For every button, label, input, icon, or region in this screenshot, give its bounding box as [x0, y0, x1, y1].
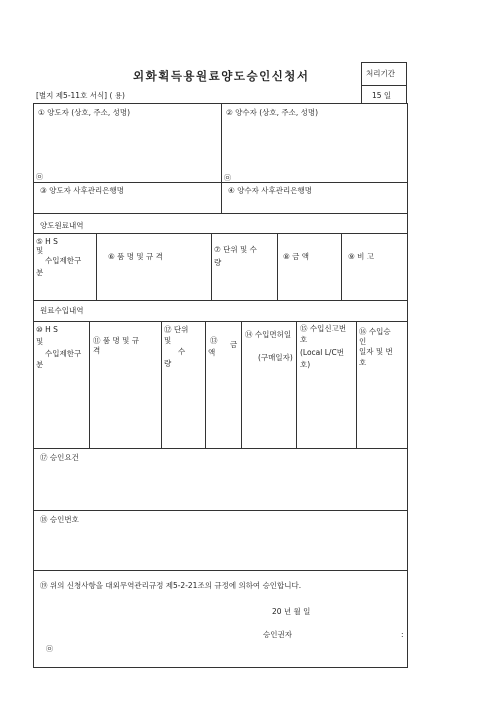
import-col-amount-2: 금	[230, 340, 238, 349]
processing-period-value: 15 일	[372, 91, 392, 100]
form-number: [별지 제5-11호 서식] ( 용)	[36, 91, 125, 100]
import-col-reg-4: 호)	[300, 360, 311, 369]
import-col-reg-2: 호	[300, 335, 308, 344]
import-col-reg-1: ⑮ 수입신고번	[300, 324, 347, 333]
import-col-hs-1: ⑩ H S	[36, 325, 58, 334]
transferee-label: ② 양수자 (상호, 주소, 성명)	[226, 108, 319, 117]
transfer-col-amount: ⑧ 금 액	[283, 252, 309, 261]
transfer-col-name: ⑥ 품 명 및 규 격	[108, 252, 163, 261]
import-col-amount-1: ⑬	[210, 336, 218, 345]
approval-number-label: ⑱ 승인번호	[40, 515, 79, 524]
transfer-col-unit-2: 량	[214, 258, 222, 267]
form-title: 외화획득용원료양도승인신청서	[133, 69, 310, 83]
processing-period-label: 처리기간	[366, 69, 395, 78]
transfer-col-remarks: ⑨ 비 고	[348, 252, 374, 261]
import-col-unit-2: 및	[164, 336, 172, 345]
approver-label: 승인권자	[263, 630, 292, 639]
transfer-col-hs-3: 수입제한구	[45, 256, 82, 265]
transfer-col-hs-2: 및	[36, 246, 44, 255]
seal-mark-transferee: ㉧	[224, 174, 231, 182]
import-col-unit-1: ⑫ 단위	[164, 325, 189, 334]
transfer-col-hs-1: ⑤ H S	[36, 237, 58, 246]
seal-mark-transferor: ㉧	[36, 173, 43, 181]
import-section-title: 원료수입내역	[40, 306, 84, 315]
import-col-hs-2: 및	[36, 337, 44, 346]
approver-colon: :	[401, 630, 404, 639]
import-col-approval-2: 인	[359, 337, 367, 346]
import-col-date-2: (구매일자)	[258, 353, 293, 362]
transferee-bank-label: ④ 양수자 사후관리은행명	[228, 186, 312, 195]
approval-conditions-label: ⑰ 승인요건	[40, 453, 79, 462]
approval-date-line: 20 년 월 일	[272, 607, 311, 616]
import-col-name-1: ⑪ 품 명 및 규	[93, 336, 140, 345]
import-col-hs-4: 분	[36, 360, 44, 369]
import-col-approval-3: 일자 및 번	[359, 347, 393, 356]
import-col-unit-3: 수	[178, 347, 186, 356]
import-col-approval-4: 호	[359, 358, 367, 367]
transferor-bank-label: ③ 양도자 사후관리은행명	[40, 186, 124, 195]
seal-mark-approver: ㉧	[46, 645, 53, 653]
import-col-unit-4: 량	[164, 359, 172, 368]
transfer-col-hs-4: 분	[36, 268, 44, 277]
import-col-name-2: 격	[93, 346, 101, 355]
import-col-date-1: ⑭ 수입면허일	[245, 330, 292, 339]
transfer-col-unit-1: ⑦ 단위 및 수	[214, 245, 257, 254]
import-col-amount-3: 액	[208, 348, 216, 357]
approval-statement: ⑲ 위의 신청사항을 대외무역관리규정 제5-2-21조의 규정에 의하여 승인합니다.	[40, 581, 302, 590]
import-col-approval-1: ⑯ 수입승	[359, 327, 391, 336]
import-col-reg-3: (Local L/C번	[300, 348, 344, 357]
import-col-hs-3: 수입제한구	[45, 349, 82, 358]
transferor-label: ① 양도자 (상호, 주소, 성명)	[38, 108, 131, 117]
transfer-section-title: 양도원료내역	[40, 221, 84, 230]
